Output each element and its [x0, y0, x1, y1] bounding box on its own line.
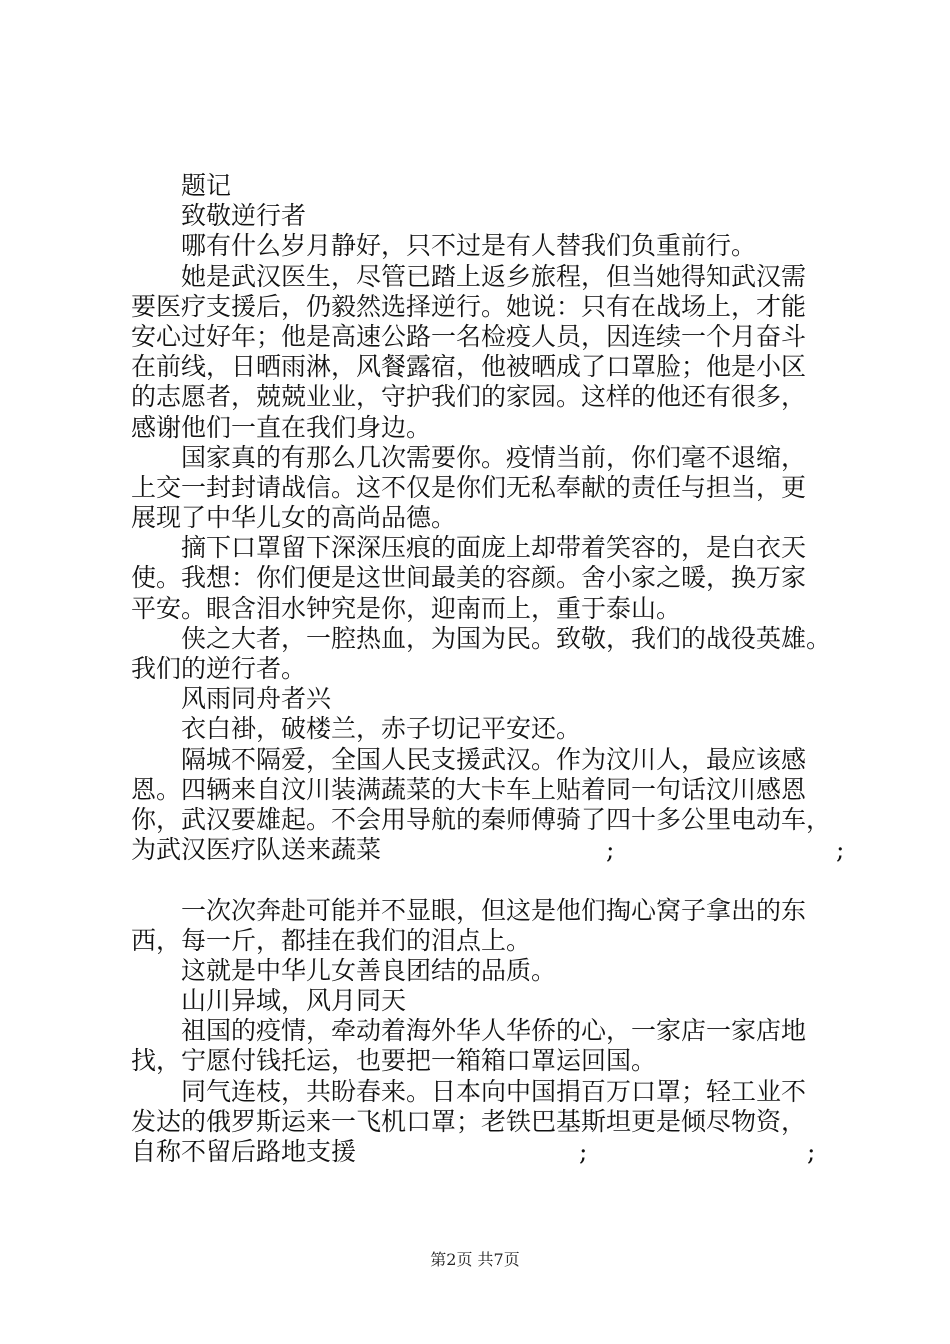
text-line: 要医疗支援后，仍毅然选择逆行。她说：只有在战场上，才能 [131, 291, 807, 321]
text-line-with-semicolons [131, 835, 851, 865]
semicolon-mark: ; [836, 835, 845, 865]
page-footer: 第2页 共7页 [430, 1250, 520, 1269]
text-line: 致敬逆行者 [181, 201, 307, 231]
text-line: 在前线，日晒雨淋，风餐露宿，他被晒成了口罩脸；他是小区 [131, 352, 807, 382]
text-line: 同气连枝，共盼春来。日本向中国捐百万口罩；轻工业不 [181, 1076, 807, 1106]
text-line: 摘下口罩留下深深压痕的面庞上却带着笑容的，是白衣天 [181, 533, 807, 563]
text-line: 这就是中华儿女善良团结的品质。 [181, 955, 557, 985]
text-line: 风雨同舟者兴 [181, 684, 332, 714]
text-line: 你，武汉要雄起。不会用导航的秦师傅骑了四十多公里电动车， [131, 804, 832, 834]
text-line: 隔城不隔爱，全国人民支援武汉。作为汶川人，最应该感 [181, 744, 807, 774]
paragraph-block-1 [131, 171, 851, 835]
text-line: 祖国的疫情，牵动着海外华人华侨的心，一家店一家店地 [181, 1016, 807, 1046]
text-line: 找，宁愿付钱托运，也要把一箱箱口罩运回国。 [131, 1046, 657, 1076]
text-line: 山川异域，风月同天 [181, 986, 407, 1016]
text-line: 发达的俄罗斯运来一飞机口罩；老铁巴基斯坦更是倾尽物资， [131, 1106, 807, 1136]
text-line: 侠之大者，一腔热血，为国为民。致敬，我们的战役英雄。 [181, 623, 832, 653]
semicolon-mark: ; [579, 1137, 588, 1166]
text-line: 我们的逆行者。 [131, 654, 307, 683]
text-line: 恩。四辆来自汶川装满蔬菜的大卡车上贴着同一句话汶川感恩 [131, 774, 807, 804]
text-line: 平安。眼含泪水钟究是你，迎南而上，重于泰山。 [131, 593, 682, 623]
paragraph-block-2 [131, 896, 851, 1138]
text-line: 她是武汉医生，尽管已踏上返乡旅程，但当她得知武汉需 [181, 261, 807, 291]
semicolon-mark: ; [606, 835, 615, 865]
document-body [131, 171, 851, 1167]
text-line: 哪有什么岁月静好，只不过是有人替我们负重前行。 [181, 231, 757, 261]
text-line: 衣白褂，破楼兰，赤子切记平安还。 [181, 714, 582, 744]
semicolon-mark: ; [807, 1137, 816, 1166]
text-line: 一次次奔赴可能并不显眼，但这是他们掏心窝子拿出的东 [181, 895, 807, 925]
text-line: 使。我想：你们便是这世间最美的容颜。舍小家之暖，换万家 [131, 563, 807, 593]
text-line: 感谢他们一直在我们身边。 [131, 412, 432, 442]
text-line: 展现了中华儿女的高尚品德。 [131, 503, 457, 533]
blank-line [131, 865, 851, 895]
text-line-with-semicolons [131, 1137, 851, 1167]
text-line: 的志愿者，兢兢业业，守护我们的家园。这样的他还有很多， [131, 382, 807, 412]
text-line: 为武汉医疗队送来蔬菜 [131, 835, 382, 865]
text-line: 自称不留后路地支援 [131, 1137, 357, 1166]
text-line: 安心过好年；他是高速公路一名检疫人员，因连续一个月奋斗 [131, 321, 807, 351]
text-line: 题记 [181, 171, 232, 200]
text-line: 国家真的有那么几次需要你。疫情当前，你们毫不退缩， [181, 442, 807, 472]
text-line: 西，每一斤，都挂在我们的泪点上。 [131, 925, 532, 955]
text-line: 上交一封封请战信。这不仅是你们无私奉献的责任与担当，更 [131, 472, 807, 502]
